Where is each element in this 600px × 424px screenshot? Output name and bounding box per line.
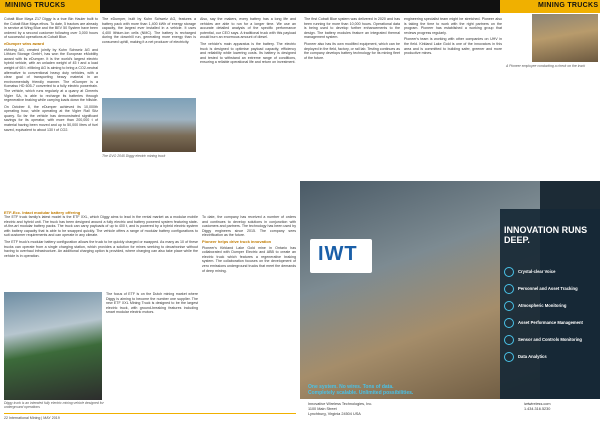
asset-icon xyxy=(504,318,514,328)
iwt-logo: IWT xyxy=(318,243,358,265)
paragraph: eMining AG, created jointly by Kuhn Schweiz AG and Lithium Storage GmbH, has won the European eMobility award with its eDumper. It is the world's largest electric hybrid vehicle, with an unladen weight of 45 t and a load weight of 65 t. eMining AG is aiming to bring a CO2-neutral alternative to conventional heavy duty vehicles, with a clear goal of transporting heavy material in an environmentally friendly manner. The eDumper is a Komatsu HD 605-7 converted to a fully electric powertrain. The vehicle, which runs regularly at a quarry at Ciments Vigier SA, is able to recharge its batteries through regenerative braking while carrying loads down the hillside. xyxy=(4,47,98,103)
paragraph: Also, say the makers, every battery has a long life and vehicles are able to run for a longer time. We use an accurate detailed analysis of the specific performance potential, our CEO says. A traditional truck with this payload would burn an enormous amount of diesel. xyxy=(200,17,296,40)
ev-truck-photo xyxy=(4,292,102,400)
photo-caption: Diggy truck is an intended fully electric mining vehicle designed for underground operations xyxy=(4,401,104,409)
subheading: eDumper wins award xyxy=(4,40,45,46)
section-label: MINING TRUCKS xyxy=(5,2,66,9)
ad-headline: INNOVATION RUNS DEEP. xyxy=(504,225,588,245)
ad-feature-item: Atmospheric Monitoring xyxy=(504,297,598,314)
paragraph: Cobalt Blue Maya Z17 Diggy is a true Bin Hauler built to the Cobalt Blue Maya ethos. To date, 5 tractors are already in service at Wing Blue and the BEV 50 System have been ordered by a second customer following over 3,000 hours of successful operations at Cobalt Blue. xyxy=(4,17,98,40)
photo-caption: A Pioneer employee conducting a check on the truck xyxy=(506,64,586,68)
paragraph: To date, the company has received a number of orders and continues to develop solutions in conjunction with customers and partners. The technology has been used by Diggy engineers since 2015. The company sees electrification as the future. xyxy=(202,215,296,238)
ad-contact xyxy=(524,402,551,412)
ad-feature-item: Sensor and Controls Monitoring xyxy=(504,331,598,348)
subheading: ETF-Ecc. Intact modular battery offering xyxy=(4,210,81,215)
article-column-2 xyxy=(404,17,502,177)
article-column-1 xyxy=(304,17,400,177)
ad-feature-item: Asset Performance Management xyxy=(504,314,598,331)
paragraph: The ETF truck family's latest model is the ETF XXL, which Diggy aims to lead in the rental market as a modular mobile electric and hybrid unit. The truck has been designed around a fully electric and battery powered system featuring state-of-the-art modular battery packs. The truck can carry payloads of up to 400 t, and is powered by a hybrid electric system with battery capacity that is able to be swapped quickly. The vehicle offers a range of modular battery configurations to suit customer requirements and can operate in any climate. xyxy=(4,215,198,238)
paragraph: Pioneer also has its own modified equipment, which can be deployed in the field, factory, or rail lab. Testing continues as the company develops battery technology for its mining fleet of the future. xyxy=(304,41,400,60)
paragraph: The focus of ETF is on the Dutch mining market where Diggy is aiming to become the number one supplier. The new ETF XXL Mining Truck is designed to be the largest electric truck, with ground-breaking features including smart modular electric motors. xyxy=(106,292,198,315)
paragraph: Pioneer's Kirkland Lake Gold mine in Ontario has collaborated with Dumper Electric and ABB to create an electric truck which features a regenerative braking system. The collaboration focuses on the development of zero emissions underground trucks that meet the demands of deep mining. xyxy=(202,245,296,273)
page-footer: 22 International Mining | MAY 2019 xyxy=(4,416,60,420)
ad-tagline-line-2: Completely scalable. Unlimited possibilities. xyxy=(308,390,414,396)
paragraph: The first Cobalt Blue system was delivered in 2020 and has been running for more than 10,000 hours. Operational data is being used to develop further enhancements to the design. The battery modules feature an integrated thermal management system. xyxy=(304,17,400,40)
ad-phone: 1.434.316.5230 xyxy=(524,406,551,411)
ad-feature-item: Data Analytics xyxy=(504,348,598,365)
article-column-4 xyxy=(106,292,198,412)
voice-icon xyxy=(504,267,514,277)
photo-caption: The GVO 2045 Diggy electric mining truck xyxy=(102,154,166,158)
paragraph: Pioneer's team is working with other companies on UHV in the field. Kirkland Lake Gold is one of the innovators in this area and is committed to building safer, greener and more productive mines. xyxy=(404,37,502,56)
article-column-3 xyxy=(200,17,296,207)
iwt-advertisement[interactable] xyxy=(300,181,600,424)
ad-address-line-1: 1100 Main Street xyxy=(308,406,337,411)
footer-rule xyxy=(4,413,296,414)
truck-photo xyxy=(102,98,196,152)
ad-address xyxy=(308,402,372,416)
paragraph: The ETF truck's modular battery configuration allows the truck to be quickly charged or swapped. As many as 10 of these trucks can operate from a single charging station, which provides a solution for mines seeking to decarbonise without having to overhaul infrastructure. An additional charging option is provided, where charging can also take place while the vehicle is in operation. xyxy=(4,239,198,258)
ad-feature-item: Personnel and Asset Tracking xyxy=(504,280,598,297)
ad-tagline xyxy=(308,384,413,396)
article-wide xyxy=(4,215,198,289)
paragraph: The vehicle's main apparatus is the battery. The electric truck is designed to optimise payload capacity, efficiency and reliability while lowering costs. Its battery is designed and tested to withstand an extreme range of conditions, ensuring a reliable operational life and return on investment. xyxy=(200,41,296,65)
ad-tagline-line-1: One system. No wires. Tons of data. xyxy=(308,384,394,390)
paragraph: engineering specialist team might be stretched. Pioneer also is taking the time to work with the right partners on the program. Pioneer has established a working group that reviews progress regularly. xyxy=(404,17,502,35)
tracking-icon xyxy=(504,284,514,294)
right-page xyxy=(300,0,600,424)
pioneer-photo xyxy=(532,14,598,62)
article-column-5 xyxy=(202,215,296,411)
sensor-icon xyxy=(504,335,514,345)
article-column-1 xyxy=(4,17,98,207)
subheading: Pioneer helps drive truck innovation xyxy=(202,238,272,244)
analytics-icon xyxy=(504,352,514,362)
ad-address-line-2: Lynchburg, Virginia 24504 USA xyxy=(308,411,361,416)
atmosphere-icon xyxy=(504,301,514,311)
section-label: MINING TRUCKS xyxy=(538,2,599,9)
ad-feature-list xyxy=(504,263,598,365)
paragraph: The eDumper, built by Kuhn Schweiz AG, features a battery pack with more than 1,400 kWh of energy storage capacity, the largest ever installed in a vehicle. It uses 4,400 lithium-ion cells (NMC). The battery is recharged during the downhill run, generating more energy than is consumed uphill, making it a net producer of electricity. xyxy=(102,17,196,44)
ad-website-link[interactable]: iwtwireless.com xyxy=(524,402,551,406)
ad-feature-item: Crystal-clear Voice xyxy=(504,263,598,280)
paragraph: On October 8, the eDumper achieved its 10,000th operating hour, while operating at the Vigier Rail Sitz quarry. So far the vehicle has demonstrated significant savings for its operator, with more than 200,000 t of material having been moved and up to 50,000 litres of fuel saved, equivalent to about 130 t of CO2. xyxy=(4,104,98,132)
ad-company: Innovative Wireless Technologies, Inc. xyxy=(308,402,373,406)
